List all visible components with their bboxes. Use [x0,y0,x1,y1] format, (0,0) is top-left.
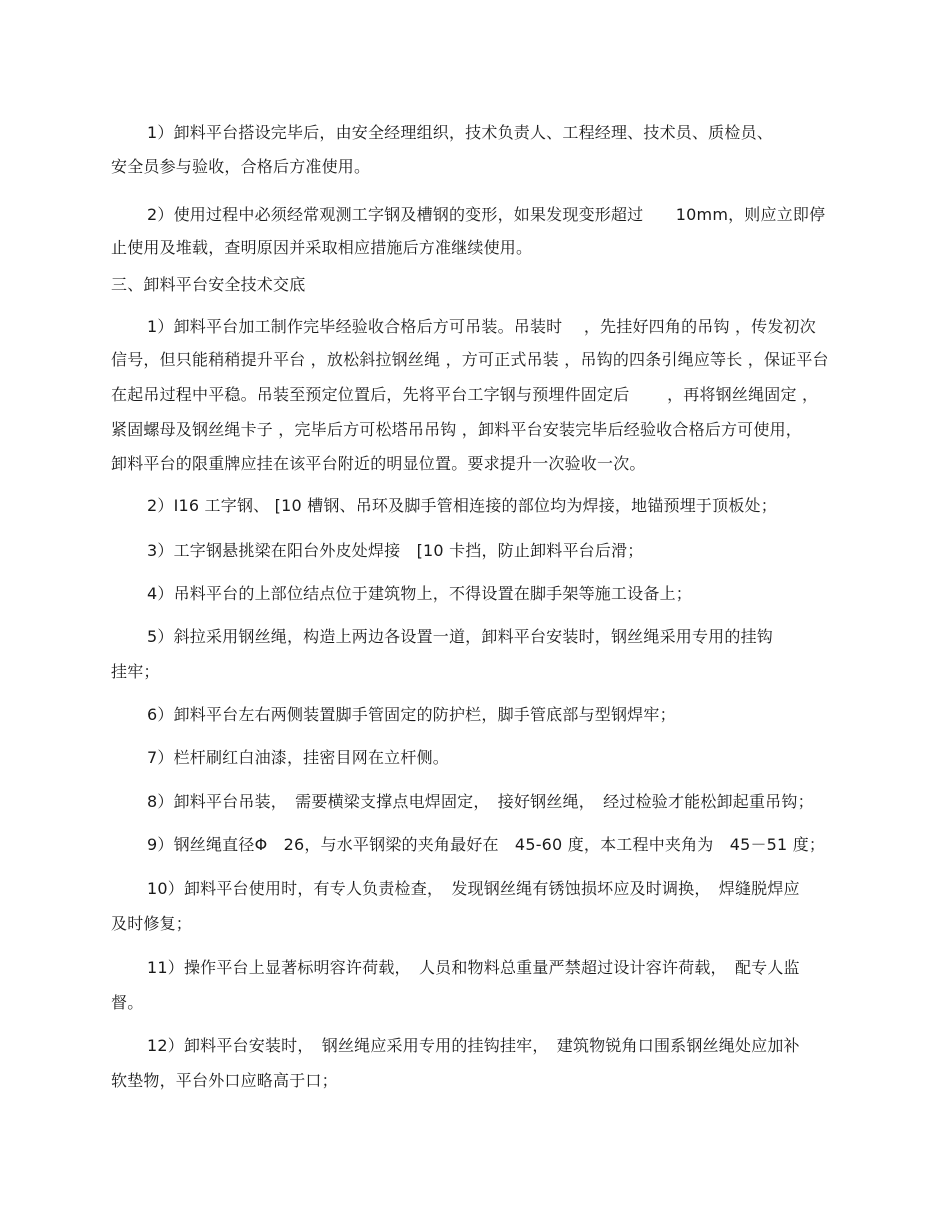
section-heading: 三、卸料平台安全技术交底 [111,275,306,294]
text-line: 在起吊过程中平稳。吊装至预定位置后，先将平台工字钢与预埋件固定后 ，再将钢丝绳固定 ， [111,385,819,404]
text-line: 督。 [111,993,144,1012]
text-line: 2）使用过程中必须经常观测工字钢及槽钢的变形，如果发现变形超过 10mm，则应立即停 [147,205,826,224]
text-line: 2）I16 工字钢、 [10 槽钢、吊环及脚手管相连接的部位均为焊接，地锚预埋于顶板处； [147,496,777,515]
text-line: 7）栏杆刷红白油漆，挂密目网在立杆侧。 [147,748,449,767]
text-line: 紧固螺母及钢丝绳卡子 ，完毕后方可松塔吊吊钩 ，卸料平台安装完毕后经验收合格后方可使用， [111,420,802,439]
text-line: 5）斜拉采用钢丝绳，构造上两边各设置一道，卸料平台安装时，钢丝绳采用专用的挂钩 [147,627,773,646]
text-line: 卸料平台的限重牌应挂在该平台附近的明显位置。要求提升一次验收一次。 [111,454,646,473]
text-line: 3）工字钢悬挑梁在阳台外皮处焊接 [10 卡挡，防止卸料平台后滑； [147,541,644,560]
text-line: 1）卸料平台加工制作完毕经验收合格后方可吊装。吊装时 ，先挂好四角的吊钩 ，传发初次 [147,317,816,336]
text-line: 安全员参与验收，合格后方准使用。 [111,157,371,176]
text-line: 9）钢丝绳直径Φ 26，与水平钢梁的夹角最好在 45-60 度，本工程中夹角为 45－51 度； [147,835,826,854]
text-line: 6）卸料平台左右两侧装置脚手管固定的防护栏，脚手管底部与型钢焊牢； [147,705,676,724]
text-line: 10）卸料平台使用时，有专人负责检查， 发现钢丝绳有锈蚀损坏应及时调换， 焊缝脱焊应 [147,879,800,898]
text-line: 及时修复； [111,914,193,933]
text-line: 1）卸料平台搭设完毕后，由安全经理组织，技术负责人、工程经理、技术员、质检员、 [147,123,773,142]
text-line: 4）吊料平台的上部位结点位于建筑物上，不得设置在脚手架等施工设备上； [147,584,692,603]
text-line: 挂牢； [111,662,160,681]
text-line: 8）卸料平台吊装， 需要横梁支撑点电焊固定， 接好钢丝绳， 经过检验才能松卸起重吊钩； [147,792,814,811]
text-line: 11）操作平台上显著标明容许荷载， 人员和物料总重量严禁超过设计容许荷载， 配专人监 [147,958,800,977]
text-line: 软垫物，平台外口应略高于口； [111,1071,338,1090]
text-line: 12）卸料平台安装时， 钢丝绳应采用专用的挂钩挂牢， 建筑物锐角口围系钢丝绳处应加补 [147,1036,800,1055]
text-line: 止使用及堆载，查明原因并采取相应措施后方准继续使用。 [111,238,533,257]
text-line: 信号，但只能稍稍提升平台 ，放松斜拉钢丝绳 ，方可正式吊装 ，吊钩的四条引绳应等长 ，保证平台 [111,350,829,369]
